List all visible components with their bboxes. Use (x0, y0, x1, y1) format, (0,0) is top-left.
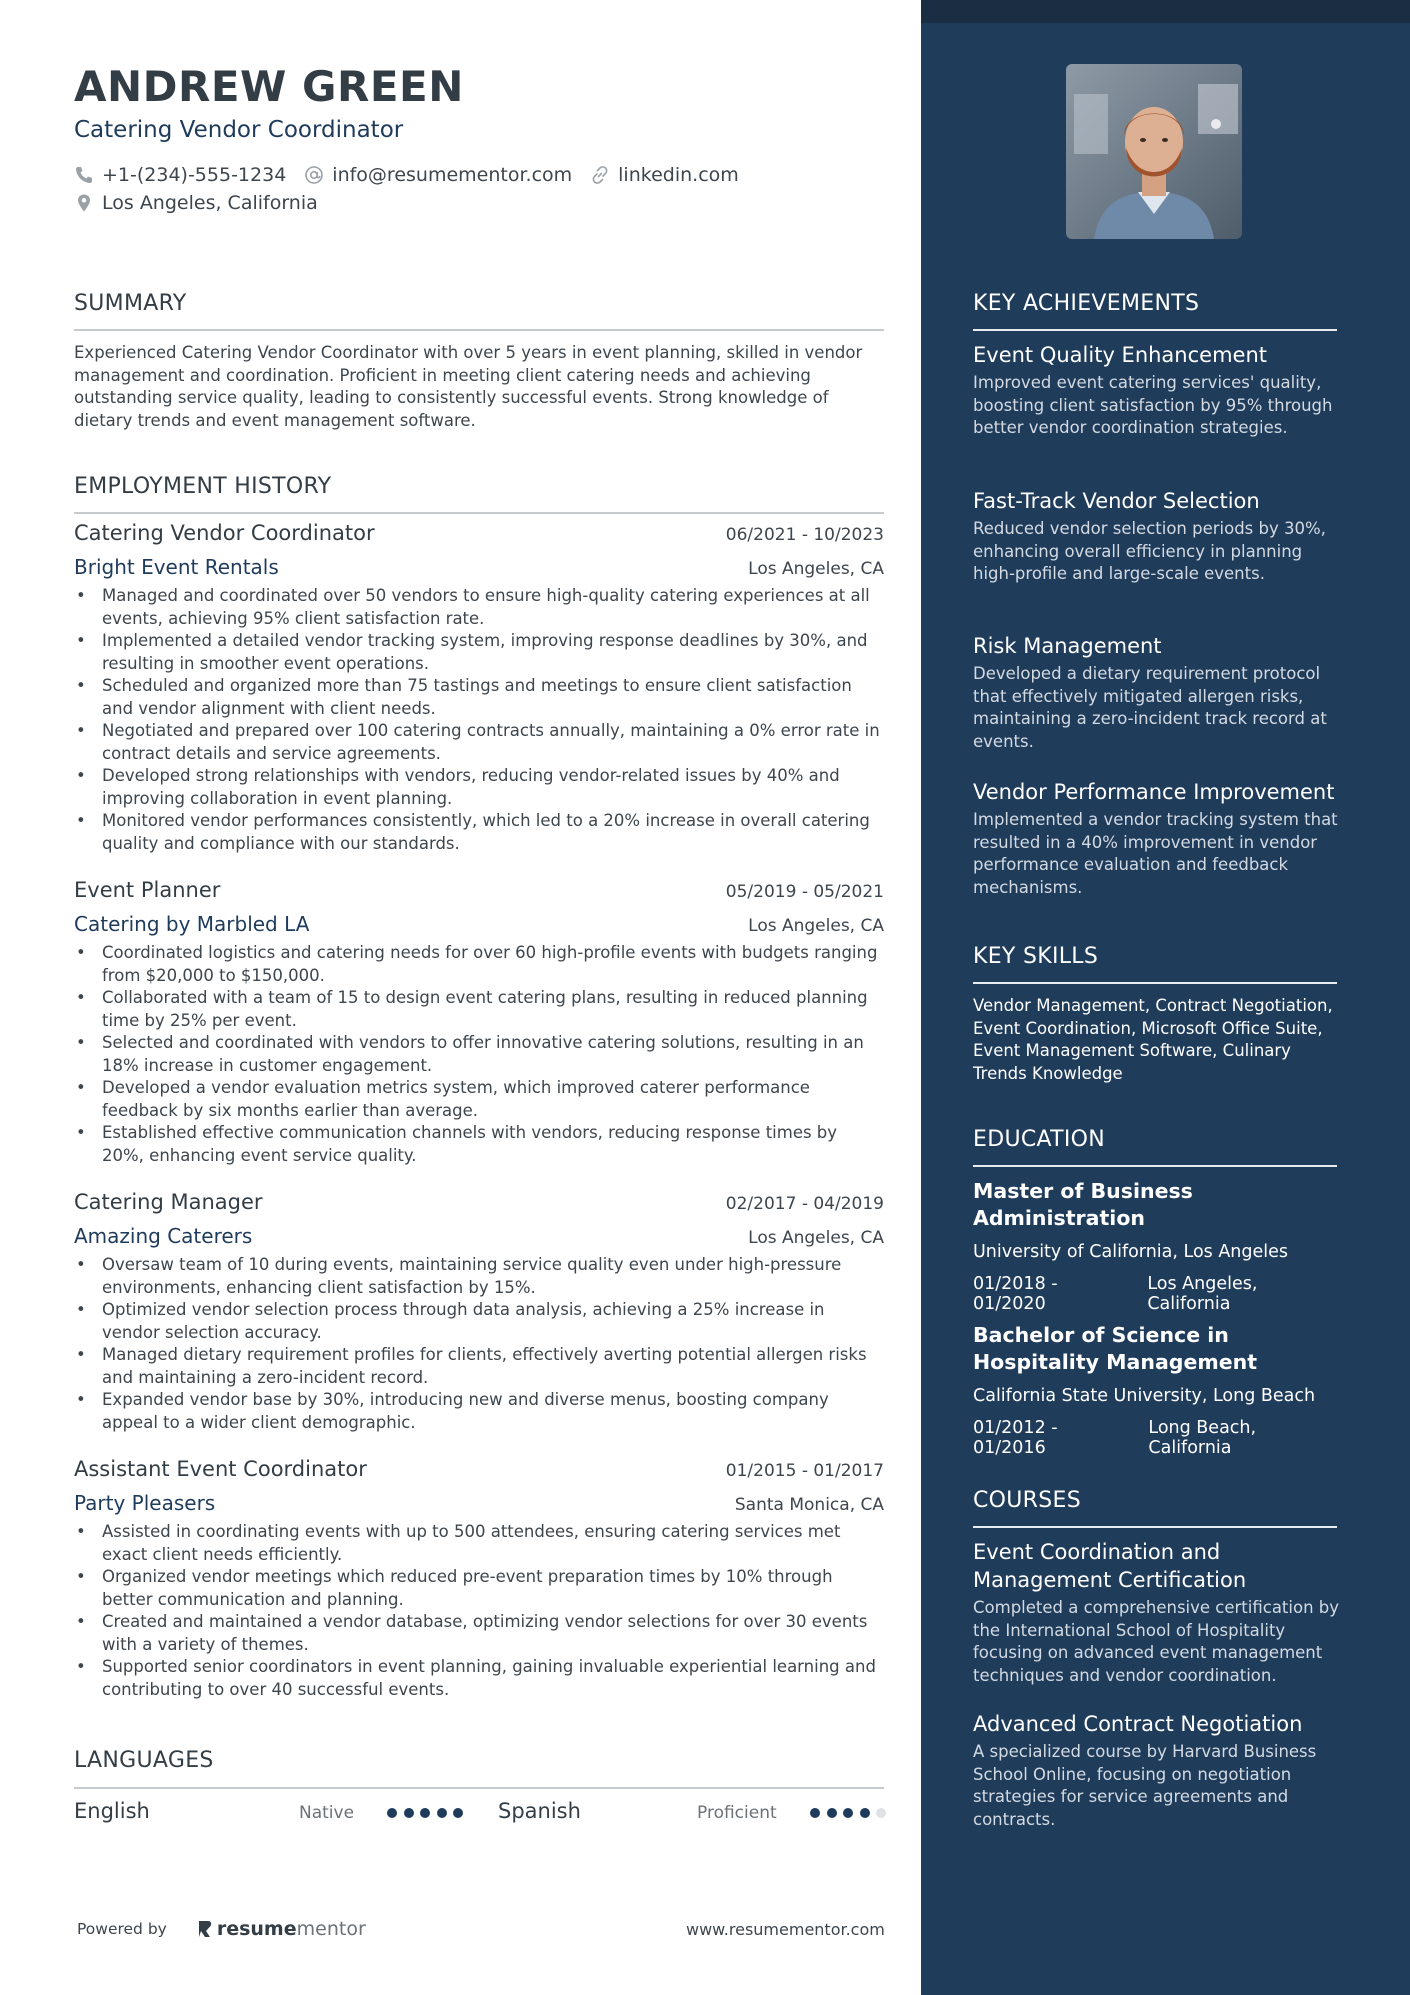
sidebar (921, 0, 1410, 1995)
contact-linkedin[interactable] (590, 164, 739, 186)
job-bullet: • Coordinated logistics and catering needs for over 60 high-profile events with budgets ranging from $20,000 to $150,000. (74, 942, 884, 987)
powered-by-text: Powered by (77, 1920, 167, 1938)
job-entry (74, 1190, 884, 1434)
courses-divider (973, 1526, 1337, 1528)
job-dates: 01/2015 - 01/2017 (725, 1461, 884, 1481)
education-school: California State University, Long Beach (973, 1386, 1316, 1406)
course-text: Completed a comprehensive certification by the International School of Hospitality focusing on advanced event management techniques and vendor coordination. (973, 1598, 1340, 1685)
rating-dot-filled (437, 1808, 447, 1818)
language-rating (387, 1808, 470, 1818)
job-bullets (74, 585, 884, 855)
skills-text: Vendor Management, Contract Negotiation, Event Coordination, Microsoft Office Suite, Event Management Software, Culinary Trends Knowledge (973, 996, 1333, 1083)
rating-dot-filled (404, 1808, 414, 1818)
footer-branding (77, 1918, 366, 1940)
job-role: Catering Manager (74, 1190, 263, 1214)
rating-dot-filled (387, 1808, 397, 1818)
job-dates: 05/2019 - 05/2021 (725, 882, 884, 902)
achievement-text: Developed a dietary requirement protocol that effectively mitigated allergen risks, maintaining a zero-incident track record at events. (973, 664, 1327, 751)
job-bullet: • Managed and coordinated over 50 vendors to ensure high-quality catering experiences at all events, achieving 95% client satisfaction rate. (74, 585, 884, 630)
job-bullet: • Selected and coordinated with vendors to offer innovative catering solutions, resulting in an 18% increase in customer engagement. (74, 1032, 884, 1077)
language-name: English (74, 1799, 150, 1823)
achievement-item (973, 778, 1343, 899)
course-text: A specialized course by Harvard Business School Online, focusing on negotiation strategies for service agreements and contracts. (973, 1742, 1317, 1829)
job-location: Los Angeles, CA (748, 916, 884, 936)
job-bullet: • Organized vendor meetings which reduced pre-event preparation times by 10% through better communication and planning. (74, 1566, 884, 1611)
language-level: Native (299, 1803, 355, 1823)
education-location: Long Beach, California (1148, 1418, 1257, 1458)
job-bullet: • Implemented a detailed vendor tracking system, improving response deadlines by 30%, and resulting in smoother event operations. (74, 630, 884, 675)
job-bullet: • Optimized vendor selection process through data analysis, achieving a 25% increase in vendor selection accuracy. (74, 1299, 884, 1344)
link-icon (590, 165, 610, 185)
job-dates: 06/2021 - 10/2023 (725, 525, 884, 545)
education-item (973, 1178, 1343, 1314)
job-role: Catering Vendor Coordinator (74, 521, 375, 545)
employment-divider (74, 512, 884, 514)
sidebar-top-band (921, 0, 1410, 23)
rating-dot-filled (453, 1808, 463, 1818)
language-item (498, 1797, 884, 1831)
education-degree: Master of Business Administration (973, 1179, 1193, 1230)
resumementor-logo-icon (197, 1919, 213, 1939)
job-bullets (74, 1521, 884, 1701)
phone-text: +1-(234)-555-1234 (102, 164, 287, 186)
contact-info (74, 161, 757, 217)
courses-heading: COURSES (973, 1488, 1081, 1513)
course-item (973, 1710, 1343, 1831)
job-bullet: • Developed a vendor evaluation metrics system, which improved caterer performance feedback by six months earlier than average. (74, 1077, 884, 1122)
language-rating (810, 1808, 893, 1818)
job-bullet: • Expanded vendor base by 30%, introducing new and diverse menus, boosting company appeal to a wider client demographic. (74, 1389, 884, 1434)
job-bullet: • Negotiated and prepared over 100 catering contracts annually, maintaining a 0% error rate in contract details and service agreements. (74, 720, 884, 765)
job-company: Catering by Marbled LA (74, 912, 310, 936)
rating-dot-filled (827, 1808, 837, 1818)
rating-dot-filled (843, 1808, 853, 1818)
education-school: University of California, Los Angeles (973, 1242, 1289, 1262)
job-company: Party Pleasers (74, 1491, 216, 1515)
candidate-name: ANDREW GREEN (74, 62, 464, 111)
rating-dot-filled (420, 1808, 430, 1818)
job-bullets (74, 1254, 884, 1434)
job-dates: 02/2017 - 04/2019 (725, 1194, 884, 1214)
email-text: info@resumementor.com (332, 164, 573, 186)
at-icon (304, 165, 324, 185)
job-bullet: • Established effective communication channels with vendors, reducing response times by 20%, enhancing event service quality. (74, 1122, 884, 1167)
education-item (973, 1322, 1343, 1458)
education-dates: 01/2018 - 01/2020 (973, 1274, 1058, 1314)
resumementor-logo[interactable] (197, 1918, 366, 1940)
job-entry (74, 878, 884, 1167)
candidate-title: Catering Vendor Coordinator (74, 117, 404, 143)
languages-list (74, 1797, 884, 1831)
job-bullet: • Developed strong relationships with vendors, reducing vendor-related issues by 40% and improving collaboration in event planning. (74, 765, 884, 810)
brand-name-light: mentor (296, 1918, 366, 1940)
rating-dot-empty (876, 1808, 886, 1818)
job-location: Los Angeles, CA (748, 559, 884, 579)
rating-dot-filled (860, 1808, 870, 1818)
languages-heading: LANGUAGES (74, 1748, 214, 1773)
job-bullet: • Monitored vendor performances consistently, which led to a 20% increase in overall catering quality and compliance with our standards. (74, 810, 884, 855)
contact-location (74, 192, 318, 214)
profile-photo (1066, 64, 1242, 239)
job-role: Event Planner (74, 878, 221, 902)
course-title: Advanced Contract Negotiation (973, 1712, 1303, 1736)
job-location: Santa Monica, CA (734, 1495, 884, 1515)
education-location: Los Angeles, California (1147, 1274, 1258, 1314)
summary-heading: SUMMARY (74, 291, 187, 316)
contact-phone (74, 164, 286, 186)
achievement-item (973, 632, 1343, 753)
rating-dot-filled (810, 1808, 820, 1818)
job-bullet: • Collaborated with a team of 15 to design event catering plans, resulting in reduced planning time by 25% per event. (74, 987, 884, 1032)
language-level: Proficient (697, 1803, 777, 1823)
location-text: Los Angeles, California (102, 192, 318, 214)
languages-divider (74, 1787, 884, 1789)
job-bullets (74, 942, 884, 1167)
skills-divider (973, 982, 1337, 984)
job-location: Los Angeles, CA (748, 1228, 884, 1248)
job-bullet: • Scheduled and organized more than 75 tastings and meetings to ensure client satisfaction and vendor alignment with client needs. (74, 675, 884, 720)
job-entry (74, 1457, 884, 1701)
achievement-text: Improved event catering services' quality, boosting client satisfaction by 95% through better vendor coordination strategies. (973, 373, 1333, 437)
job-company: Amazing Caterers (74, 1224, 253, 1248)
achievement-item (973, 487, 1343, 586)
education-heading: EDUCATION (973, 1127, 1106, 1152)
education-degree: Bachelor of Science in Hospitality Management (973, 1323, 1258, 1374)
summary-divider (74, 329, 884, 331)
profile-photo-image (1066, 64, 1242, 239)
achievement-title: Fast-Track Vendor Selection (973, 489, 1260, 513)
summary-text: Experienced Catering Vendor Coordinator with over 5 years in event planning, skilled in vendor management and coordination. Proficient in meeting client catering needs and achieving outstanding service quality, leading to consistently successful events. Strong knowledge of dietary trends and event management software. (74, 343, 863, 430)
job-bullet: • Oversaw team of 10 during events, maintaining service quality even under high-pressure environments, enhancing client satisfaction by 15%. (74, 1254, 884, 1299)
job-entry (74, 521, 884, 855)
achievement-text: Implemented a vendor tracking system that resulted in a 40% improvement in vendor performance evaluation and feedback mechanisms. (973, 810, 1338, 897)
education-dates: 01/2012 - 01/2016 (973, 1418, 1058, 1458)
linkedin-text: linkedin.com (618, 164, 739, 186)
contact-email[interactable] (304, 164, 572, 186)
phone-icon (74, 165, 94, 185)
employment-heading: EMPLOYMENT HISTORY (74, 474, 332, 499)
job-company: Bright Event Rentals (74, 555, 279, 579)
job-bullet: • Managed dietary requirement profiles for clients, effectively averting potential allergen risks and maintaining a zero-incident record. (74, 1344, 884, 1389)
language-item (74, 1797, 474, 1831)
job-role: Assistant Event Coordinator (74, 1457, 367, 1481)
education-divider (973, 1165, 1337, 1167)
achievement-title: Risk Management (973, 634, 1162, 658)
footer-website-link[interactable]: www.resumementor.com (686, 1920, 885, 1939)
location-pin-icon (74, 193, 94, 213)
achievement-text: Reduced vendor selection periods by 30%, enhancing overall efficiency in planning high-profile and large-scale events. (973, 519, 1326, 583)
achievements-heading: KEY ACHIEVEMENTS (973, 291, 1200, 316)
achievement-title: Event Quality Enhancement (973, 343, 1267, 367)
course-title: Event Coordination and Management Certification (973, 1540, 1247, 1592)
achievement-title: Vendor Performance Improvement (973, 780, 1335, 804)
achievements-divider (973, 329, 1337, 331)
brand-name-bold: resume (216, 1918, 297, 1940)
course-item (973, 1538, 1343, 1687)
job-bullet: • Created and maintained a vendor database, optimizing vendor selections for over 30 events with a variety of themes. (74, 1611, 884, 1656)
job-bullet: • Assisted in coordinating events with up to 500 attendees, ensuring catering services met exact client needs efficiently. (74, 1521, 884, 1566)
skills-heading: KEY SKILLS (973, 944, 1099, 969)
language-name: Spanish (498, 1799, 581, 1823)
achievement-item (973, 341, 1343, 440)
job-bullet: • Supported senior coordinators in event planning, gaining invaluable experiential learning and contributing to over 40 successful events. (74, 1656, 884, 1701)
